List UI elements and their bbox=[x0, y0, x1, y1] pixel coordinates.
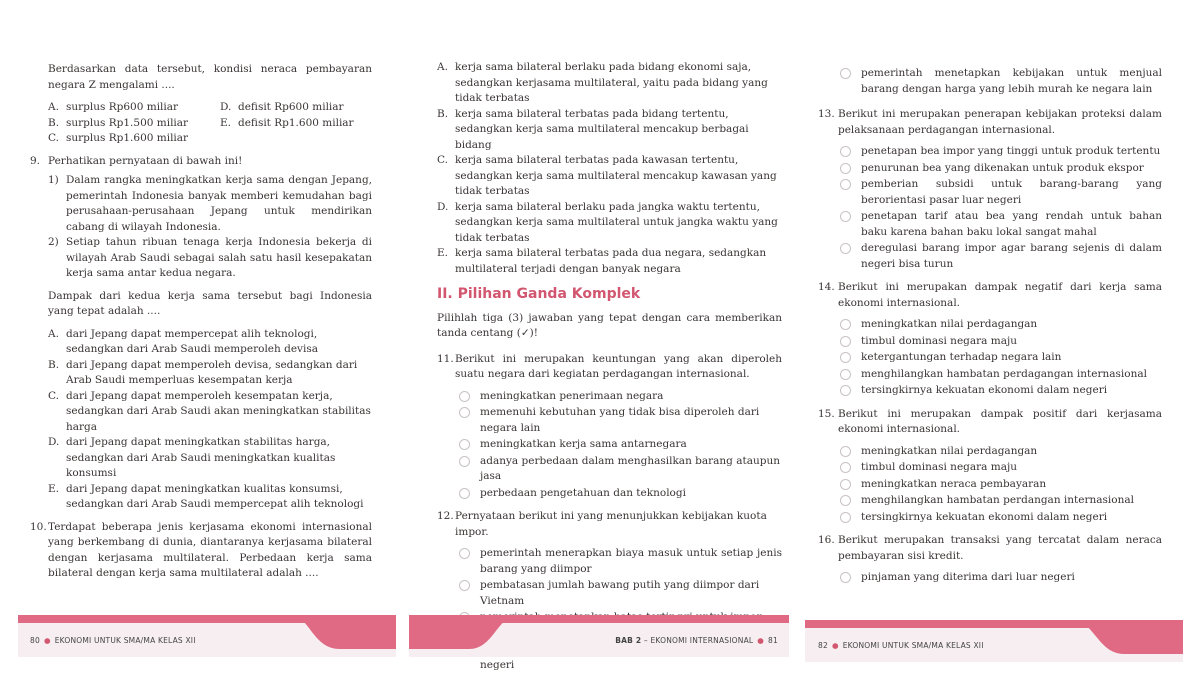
q9-text: Perhatikan pernyataan di bawah ini! bbox=[48, 154, 243, 167]
q14-option[interactable]: tersingkirnya kekuatan ekonomi dalam negeri bbox=[818, 383, 1162, 399]
page-80 bbox=[0, 0, 398, 675]
q10-text: Terdapat beberapa jenis kerjasama ekonomi internasional yang berkembang di dunia, diantaranya kerjasama bilateral dengan kerjasama multilateral. Perbedaan kerja sama bilateral dengan kerja sama multilateral adalah .... bbox=[48, 520, 372, 579]
q13 bbox=[818, 107, 1162, 138]
q15-number: 15. bbox=[818, 407, 835, 420]
q11-option[interactable]: meningkatkan penerimaan negara bbox=[437, 389, 782, 405]
q13-options bbox=[818, 144, 1162, 272]
q8-option-e[interactable]: E. defisit Rp1.600 miliar bbox=[220, 116, 354, 129]
q8-option-d[interactable]: D. defisit Rp600 miliar bbox=[220, 101, 344, 113]
chapter-label: BAB 2 bbox=[615, 636, 642, 645]
q14-option[interactable]: ketergantungan terhadap negara lain bbox=[818, 350, 1162, 366]
page-81 bbox=[409, 0, 790, 675]
q12-option[interactable]: pemerintah menerapkan biaya masuk untuk setiap jenis barang yang diimpor bbox=[437, 546, 782, 577]
q14-option[interactable]: meningkatkan nilai perdagangan bbox=[818, 317, 1162, 333]
q8-intro: Berdasarkan data tersebut, kondisi neraca pembayaran negara Z mengalami .... bbox=[48, 63, 372, 91]
checkbox-circle-icon[interactable] bbox=[840, 179, 851, 190]
page-number: 81 bbox=[768, 636, 778, 645]
q16-option[interactable]: pinjaman yang diterima dari luar negeri bbox=[818, 570, 1162, 586]
book-title: EKONOMI UNTUK SMA/MA KELAS XII bbox=[842, 641, 984, 650]
q15 bbox=[818, 407, 1162, 438]
page-82-content bbox=[818, 62, 1162, 587]
q9-option-b[interactable]: B. dari Jepang dapat memperoleh devisa, sedangkan dari Arab Saudi memperluas kesempatan kerja bbox=[48, 358, 358, 386]
q13-option[interactable]: deregulasi barang impor agar barang sejenis di dalam negeri bisa turun bbox=[818, 241, 1162, 272]
section-title: II. Pilihan Ganda Komplek bbox=[437, 286, 641, 302]
q10-number: 10. bbox=[30, 520, 47, 533]
checkbox-circle-icon[interactable] bbox=[840, 243, 851, 254]
q11-options bbox=[437, 389, 782, 502]
q15-text: Berikut ini merupakan dampak positif dari kerjasama ekonomi internasional. bbox=[838, 407, 1162, 435]
checkbox-circle-icon[interactable] bbox=[840, 495, 851, 506]
q14-number: 14. bbox=[818, 281, 835, 293]
q10-option-a[interactable]: A. kerja sama bilateral berlaku pada bidang ekonomi saja, sedangkan kerjasama multilateral, yaitu pada bidang yang tidak terbatas bbox=[437, 61, 768, 104]
q9-number: 9. bbox=[30, 154, 41, 167]
q9-statement-2: 2) Setiap tahun ribuan tenaga kerja Indonesia bekerja di wilayah Arab Saudi sebagai salah satu hasil kesepakatan kerja sama antar kedua negara. bbox=[48, 236, 372, 279]
checkbox-circle-icon[interactable] bbox=[840, 68, 851, 79]
bullet-icon: ● bbox=[43, 636, 51, 645]
q13-option[interactable]: penetapan tarif atau bea yang rendah untuk bahan baku karena bahan baku lokal sangat mahal bbox=[818, 209, 1162, 240]
q15-option[interactable]: meningkatkan neraca pembayaran bbox=[818, 477, 1162, 493]
q9-option-a[interactable]: A. dari Jepang dapat mempercepat alih teknologi, sedangkan dari Arab Saudi memperoleh devisa bbox=[48, 327, 318, 355]
q9-options bbox=[30, 327, 372, 513]
q11-number: 11. bbox=[437, 352, 454, 365]
q16-text: Berikut merupakan transaksi yang tercatat dalam neraca pembayaran sisi kredit. bbox=[838, 534, 1162, 562]
section-instruction: Pilihlah tiga (3) jawaban yang tepat dengan cara memberikan tanda centang (✓)! bbox=[437, 311, 782, 339]
q15-option[interactable]: menghilangkan hambatan perdangan internasional bbox=[818, 493, 1162, 509]
q11-option[interactable]: perbedaan pengetahuan dan teknologi bbox=[437, 486, 782, 502]
q10-options bbox=[437, 60, 782, 277]
q15-option[interactable]: timbul dominasi negara maju bbox=[818, 460, 1162, 476]
q10-option-e[interactable]: E. kerja sama bilateral terbatas pada dua negara, sedangkan multilateral terjadi dengan banyak negara bbox=[437, 247, 767, 275]
checkbox-circle-icon[interactable] bbox=[840, 352, 851, 363]
q9-option-d[interactable]: D. dari Jepang dapat meningkatkan stabilitas harga, sedangkan dari Arab Saudi meningkatkan kualitas konsumsi bbox=[48, 436, 336, 479]
book-title: EKONOMI UNTUK SMA/MA KELAS XII bbox=[54, 636, 196, 645]
checkbox-circle-icon[interactable] bbox=[459, 488, 470, 499]
checkbox-circle-icon[interactable] bbox=[840, 462, 851, 473]
q8-options bbox=[30, 100, 372, 147]
checkbox-circle-icon[interactable] bbox=[840, 336, 851, 347]
q8-option-c[interactable]: C. surplus Rp1.600 miliar bbox=[48, 132, 189, 144]
page-81-footer bbox=[409, 615, 790, 657]
q11-text: Berikut ini merupakan keuntungan yang akan diperoleh suatu negara dari kegiatan perdagangan internasional. bbox=[455, 352, 782, 380]
checkbox-circle-icon[interactable] bbox=[840, 512, 851, 523]
bullet-icon: ● bbox=[757, 636, 765, 645]
page-82 bbox=[802, 0, 1200, 675]
q15-option[interactable]: tersingkirnya kekuatan ekonomi dalam negeri bbox=[818, 510, 1162, 526]
page-80-footer-text bbox=[30, 633, 196, 649]
q9-statements bbox=[30, 173, 372, 282]
q9-stem: Dampak dari kedua kerja sama tersebut bagi Indonesia yang tepat adalah .... bbox=[48, 289, 372, 317]
checkbox-circle-icon[interactable] bbox=[840, 319, 851, 330]
checkbox-circle-icon[interactable] bbox=[459, 580, 470, 591]
q14-option[interactable]: timbul dominasi negara maju bbox=[818, 334, 1162, 350]
q12-option[interactable]: negeri bbox=[437, 642, 782, 673]
q12-text: Pernyataan berikut ini yang menunjukkan kebijakan kuota impor. bbox=[455, 510, 767, 538]
checkbox-circle-icon[interactable] bbox=[840, 479, 851, 490]
checkbox-circle-icon[interactable] bbox=[840, 385, 851, 396]
page-80-footer bbox=[0, 615, 398, 657]
q15-options bbox=[818, 444, 1162, 526]
q10-option-c[interactable]: C. kerja sama bilateral terbatas pada kawasan tertentu, sedangkan kerja sama multilateral mencakup kawasan yang tidak terbatas bbox=[437, 154, 777, 197]
q8-option-a[interactable]: A. surplus Rp600 miliar bbox=[48, 101, 179, 113]
page-81-content bbox=[437, 62, 782, 674]
q12-number: 12. bbox=[437, 510, 454, 522]
checkbox-circle-icon[interactable] bbox=[840, 146, 851, 157]
q15-option[interactable]: meningkatkan nilai perdagangan bbox=[818, 444, 1162, 460]
q10 bbox=[30, 520, 372, 582]
page-81-footer-text: BAB 2 – EKONOMI INTERNASIONAL ● 81 bbox=[615, 636, 778, 645]
q14-option[interactable]: menghilangkan hambatan perdagangan internasional bbox=[818, 367, 1162, 383]
q11-option[interactable]: memenuhi kebutuhan yang tidak bisa diperoleh dari negara lain bbox=[437, 405, 782, 436]
q11-option[interactable]: meningkatkan kerja sama antarnegara bbox=[437, 437, 782, 453]
q11-option[interactable]: adanya perbedaan dalam menghasilkan barang ataupun jasa bbox=[437, 454, 782, 485]
checkbox-circle-icon[interactable] bbox=[840, 163, 851, 174]
q13-number: 13. bbox=[818, 108, 835, 120]
page-number: 82 bbox=[818, 641, 828, 650]
page-number: 80 bbox=[30, 636, 40, 645]
q12-option[interactable]: pembatasan jumlah bawang putih yang diimpor dari Vietnam bbox=[437, 578, 782, 609]
q9-option-c[interactable]: C. dari Jepang dapat memperoleh kesempatan kerja, sedangkan dari Arab Saudi akan meningkatkan stabilitas harga bbox=[48, 389, 371, 433]
checkbox-circle-icon[interactable] bbox=[840, 446, 851, 457]
checkbox-circle-icon[interactable] bbox=[840, 572, 851, 583]
q9-option-e[interactable]: E. dari Jepang dapat meningkatkan kualitas konsumsi, sedangkan dari Arab Saudi mempercepat alih teknologi bbox=[48, 482, 364, 510]
q14-options bbox=[818, 317, 1162, 399]
q13-option[interactable]: pemberian subsidi untuk barang-barang yang berorientasi pasar luar negeri bbox=[818, 177, 1162, 208]
q8-option-b[interactable]: B. surplus Rp1.500 miliar bbox=[48, 116, 189, 129]
q13-option[interactable]: penurunan bea yang dikenakan untuk produk ekspor bbox=[818, 161, 1162, 177]
page-80-content bbox=[30, 62, 372, 582]
checkbox-circle-icon[interactable] bbox=[840, 211, 851, 222]
chapter-title: EKONOMI INTERNASIONAL bbox=[650, 636, 754, 645]
q16 bbox=[818, 533, 1162, 564]
checkbox-circle-icon[interactable] bbox=[459, 548, 470, 559]
q13-text: Berikut ini merupakan penerapan kebijakan proteksi dalam pelaksanaan perdagangan internasional. bbox=[838, 108, 1162, 136]
q9-statement-1: 1) Dalam rangka meningkatkan kerja sama dengan Jepang, pemerintah Indonesia banyak memberi kemudahan bagi perusahaan-perusahaan Jepang untuk mendirikan cabang di wilayah Indonesia. bbox=[48, 174, 372, 233]
q13-option[interactable]: penetapan bea impor yang tinggi untuk produk tertentu bbox=[818, 144, 1162, 160]
bullet-icon: ● bbox=[831, 641, 839, 650]
checkbox-circle-icon[interactable] bbox=[840, 369, 851, 380]
q10-option-b[interactable]: B. kerja sama bilateral terbatas pada bidang tertentu, sedangkan kerja sama multilateral mencakup berbagai bidang bbox=[437, 107, 749, 151]
q16-number: 16. bbox=[818, 534, 835, 546]
q14 bbox=[818, 280, 1162, 311]
q12-option[interactable]: pemerintah menetapkan kebijakan untuk menjual barang dengan harga yang lebih murah ke negara lain bbox=[818, 66, 1162, 97]
checkbox-circle-icon[interactable] bbox=[459, 439, 470, 450]
q9 bbox=[30, 154, 372, 170]
checkbox-circle-icon[interactable] bbox=[459, 391, 470, 402]
page-82-footer-text bbox=[818, 638, 984, 654]
q11 bbox=[437, 352, 782, 383]
q16-options bbox=[818, 570, 1162, 586]
q10-option-d[interactable]: D. kerja sama bilateral berlaku pada jangka waktu tertentu, sedangkan kerja sama multilateral untuk jangka waktu yang tidak terbatas bbox=[437, 200, 778, 244]
checkbox-circle-icon[interactable] bbox=[459, 407, 470, 418]
q14-text: Berikut ini merupakan dampak negatif dari kerja sama ekonomi internasional. bbox=[838, 281, 1162, 309]
page-82-footer bbox=[802, 620, 1200, 662]
q12 bbox=[437, 509, 782, 540]
checkbox-circle-icon[interactable] bbox=[459, 456, 470, 467]
